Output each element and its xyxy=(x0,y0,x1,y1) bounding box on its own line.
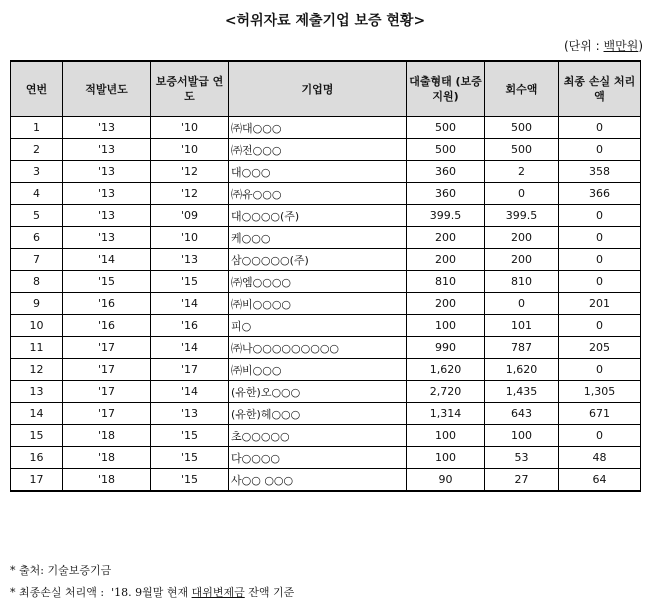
cell-issue-year: '14 xyxy=(151,381,229,403)
table-row xyxy=(11,315,641,337)
table-row xyxy=(11,447,641,469)
cell-company: 케○○○ xyxy=(229,227,407,249)
cell-loss: 0 xyxy=(559,205,641,227)
table-row xyxy=(11,337,641,359)
cell-issue-year: '15 xyxy=(151,469,229,492)
table-row xyxy=(11,469,641,492)
cell-recovered: 0 xyxy=(485,293,559,315)
table-row xyxy=(11,205,641,227)
guarantee-table xyxy=(10,60,641,492)
cell-issue-year: '13 xyxy=(151,249,229,271)
cell-loss: 671 xyxy=(559,403,641,425)
header-issue-year: 보증서발급 연도 xyxy=(151,61,229,117)
cell-company: ㈜비○○○ xyxy=(229,359,407,381)
cell-found-year: '17 xyxy=(63,359,151,381)
table-row xyxy=(11,425,641,447)
cell-loss: 1,305 xyxy=(559,381,641,403)
cell-recovered: 399.5 xyxy=(485,205,559,227)
table-row xyxy=(11,161,641,183)
cell-loan: 360 xyxy=(407,183,485,205)
cell-company: 대○○○○(주) xyxy=(229,205,407,227)
cell-found-year: '15 xyxy=(63,271,151,293)
cell-found-year: '18 xyxy=(63,425,151,447)
cell-loan: 2,720 xyxy=(407,381,485,403)
cell-found-year: '17 xyxy=(63,403,151,425)
cell-loan: 810 xyxy=(407,271,485,293)
cell-recovered: 101 xyxy=(485,315,559,337)
cell-loss: 0 xyxy=(559,315,641,337)
cell-no: 4 xyxy=(11,183,63,205)
cell-loan: 360 xyxy=(407,161,485,183)
cell-company: (유한)헤○○○ xyxy=(229,403,407,425)
cell-loss: 0 xyxy=(559,249,641,271)
table-row xyxy=(11,249,641,271)
cell-loss: 201 xyxy=(559,293,641,315)
cell-issue-year: '10 xyxy=(151,117,229,139)
cell-recovered: 1,620 xyxy=(485,359,559,381)
cell-found-year: '13 xyxy=(63,183,151,205)
cell-loss: 358 xyxy=(559,161,641,183)
cell-no: 11 xyxy=(11,337,63,359)
cell-loan: 90 xyxy=(407,469,485,492)
cell-company: ㈜유○○○ xyxy=(229,183,407,205)
header-found-year: 적발년도 xyxy=(63,61,151,117)
note-basis xyxy=(10,582,294,604)
cell-loss: 48 xyxy=(559,447,641,469)
cell-loan: 100 xyxy=(407,447,485,469)
cell-found-year: '16 xyxy=(63,315,151,337)
cell-issue-year: '15 xyxy=(151,425,229,447)
cell-company: ㈜전○○○ xyxy=(229,139,407,161)
cell-loan: 200 xyxy=(407,293,485,315)
cell-recovered: 53 xyxy=(485,447,559,469)
cell-issue-year: '16 xyxy=(151,315,229,337)
cell-company: ㈜대○○○ xyxy=(229,117,407,139)
table-row xyxy=(11,293,641,315)
cell-company: 피○ xyxy=(229,315,407,337)
note-basis-prefix: * 최종손실 처리액 : '18. 9월말 현재 xyxy=(10,586,192,599)
cell-loan: 200 xyxy=(407,227,485,249)
table-row xyxy=(11,227,641,249)
cell-recovered: 810 xyxy=(485,271,559,293)
cell-issue-year: '10 xyxy=(151,139,229,161)
note-source: * 출처: 기술보증기금 xyxy=(10,564,112,577)
page-title: <허위자료 제출기업 보증 현황> xyxy=(224,13,426,29)
table-row xyxy=(11,359,641,381)
footnotes xyxy=(10,560,294,604)
table-row xyxy=(11,139,641,161)
table-body xyxy=(11,117,641,492)
cell-issue-year: '10 xyxy=(151,227,229,249)
cell-issue-year: '12 xyxy=(151,183,229,205)
cell-found-year: '18 xyxy=(63,447,151,469)
cell-no: 10 xyxy=(11,315,63,337)
cell-issue-year: '14 xyxy=(151,337,229,359)
header-no: 연번 xyxy=(11,61,63,117)
cell-no: 5 xyxy=(11,205,63,227)
table-row xyxy=(11,271,641,293)
cell-recovered: 500 xyxy=(485,139,559,161)
header-company: 기업명 xyxy=(229,61,407,117)
cell-loss: 0 xyxy=(559,359,641,381)
cell-recovered: 200 xyxy=(485,227,559,249)
cell-company: (유한)오○○○ xyxy=(229,381,407,403)
cell-found-year: '18 xyxy=(63,469,151,492)
cell-loan: 200 xyxy=(407,249,485,271)
cell-loan: 1,314 xyxy=(407,403,485,425)
cell-no: 14 xyxy=(11,403,63,425)
cell-found-year: '13 xyxy=(63,117,151,139)
cell-loss: 0 xyxy=(559,425,641,447)
cell-company: ㈜엠○○○○ xyxy=(229,271,407,293)
cell-no: 17 xyxy=(11,469,63,492)
cell-found-year: '17 xyxy=(63,381,151,403)
header-loan: 대출형태 (보증 지원) xyxy=(407,61,485,117)
cell-issue-year: '12 xyxy=(151,161,229,183)
cell-no: 3 xyxy=(11,161,63,183)
cell-recovered: 787 xyxy=(485,337,559,359)
cell-loan: 399.5 xyxy=(407,205,485,227)
cell-loan: 500 xyxy=(407,139,485,161)
cell-recovered: 643 xyxy=(485,403,559,425)
unit-close: ) xyxy=(638,39,643,53)
cell-loan: 500 xyxy=(407,117,485,139)
cell-company: 초○○○○○ xyxy=(229,425,407,447)
header-recovered: 회수액 xyxy=(485,61,559,117)
cell-loss: 0 xyxy=(559,117,641,139)
cell-issue-year: '09 xyxy=(151,205,229,227)
cell-issue-year: '13 xyxy=(151,403,229,425)
cell-issue-year: '15 xyxy=(151,447,229,469)
table-row xyxy=(11,381,641,403)
cell-recovered: 2 xyxy=(485,161,559,183)
cell-found-year: '13 xyxy=(63,205,151,227)
cell-loss: 0 xyxy=(559,271,641,293)
cell-found-year: '13 xyxy=(63,227,151,249)
table-row xyxy=(11,183,641,205)
cell-no: 16 xyxy=(11,447,63,469)
cell-no: 9 xyxy=(11,293,63,315)
cell-company: ㈜나○○○○○○○○○ xyxy=(229,337,407,359)
cell-no: 13 xyxy=(11,381,63,403)
cell-issue-year: '15 xyxy=(151,271,229,293)
cell-no: 12 xyxy=(11,359,63,381)
cell-company: ㈜비○○○○ xyxy=(229,293,407,315)
cell-loss: 0 xyxy=(559,139,641,161)
unit-label xyxy=(564,37,643,54)
cell-recovered: 200 xyxy=(485,249,559,271)
cell-loan: 100 xyxy=(407,315,485,337)
cell-no: 6 xyxy=(11,227,63,249)
cell-found-year: '14 xyxy=(63,249,151,271)
cell-loan: 100 xyxy=(407,425,485,447)
note-basis-underlined: 대위변제금 xyxy=(191,586,245,599)
cell-issue-year: '17 xyxy=(151,359,229,381)
cell-loan: 1,620 xyxy=(407,359,485,381)
cell-recovered: 0 xyxy=(485,183,559,205)
cell-found-year: '16 xyxy=(63,293,151,315)
cell-found-year: '13 xyxy=(63,139,151,161)
note-basis-suffix: 잔액 기준 xyxy=(244,586,295,599)
cell-company: 다○○○○ xyxy=(229,447,407,469)
cell-loss: 366 xyxy=(559,183,641,205)
cell-company: 사○○ ○○○ xyxy=(229,469,407,492)
header-loss: 최종 손실 처리액 xyxy=(559,61,641,117)
cell-loss: 64 xyxy=(559,469,641,492)
cell-no: 8 xyxy=(11,271,63,293)
cell-recovered: 27 xyxy=(485,469,559,492)
cell-recovered: 500 xyxy=(485,117,559,139)
cell-loan: 990 xyxy=(407,337,485,359)
unit-open: (단위 : xyxy=(563,39,604,53)
cell-no: 15 xyxy=(11,425,63,447)
unit-value: 백만원 xyxy=(603,39,639,53)
cell-found-year: '13 xyxy=(63,161,151,183)
cell-no: 7 xyxy=(11,249,63,271)
cell-no: 2 xyxy=(11,139,63,161)
table-row xyxy=(11,117,641,139)
cell-found-year: '17 xyxy=(63,337,151,359)
cell-issue-year: '14 xyxy=(151,293,229,315)
cell-loss: 205 xyxy=(559,337,641,359)
cell-no: 1 xyxy=(11,117,63,139)
cell-loss: 0 xyxy=(559,227,641,249)
table-row xyxy=(11,403,641,425)
cell-recovered: 1,435 xyxy=(485,381,559,403)
cell-company: 삼○○○○○(주) xyxy=(229,249,407,271)
cell-company: 대○○○ xyxy=(229,161,407,183)
cell-recovered: 100 xyxy=(485,425,559,447)
table-header-row xyxy=(11,61,641,117)
